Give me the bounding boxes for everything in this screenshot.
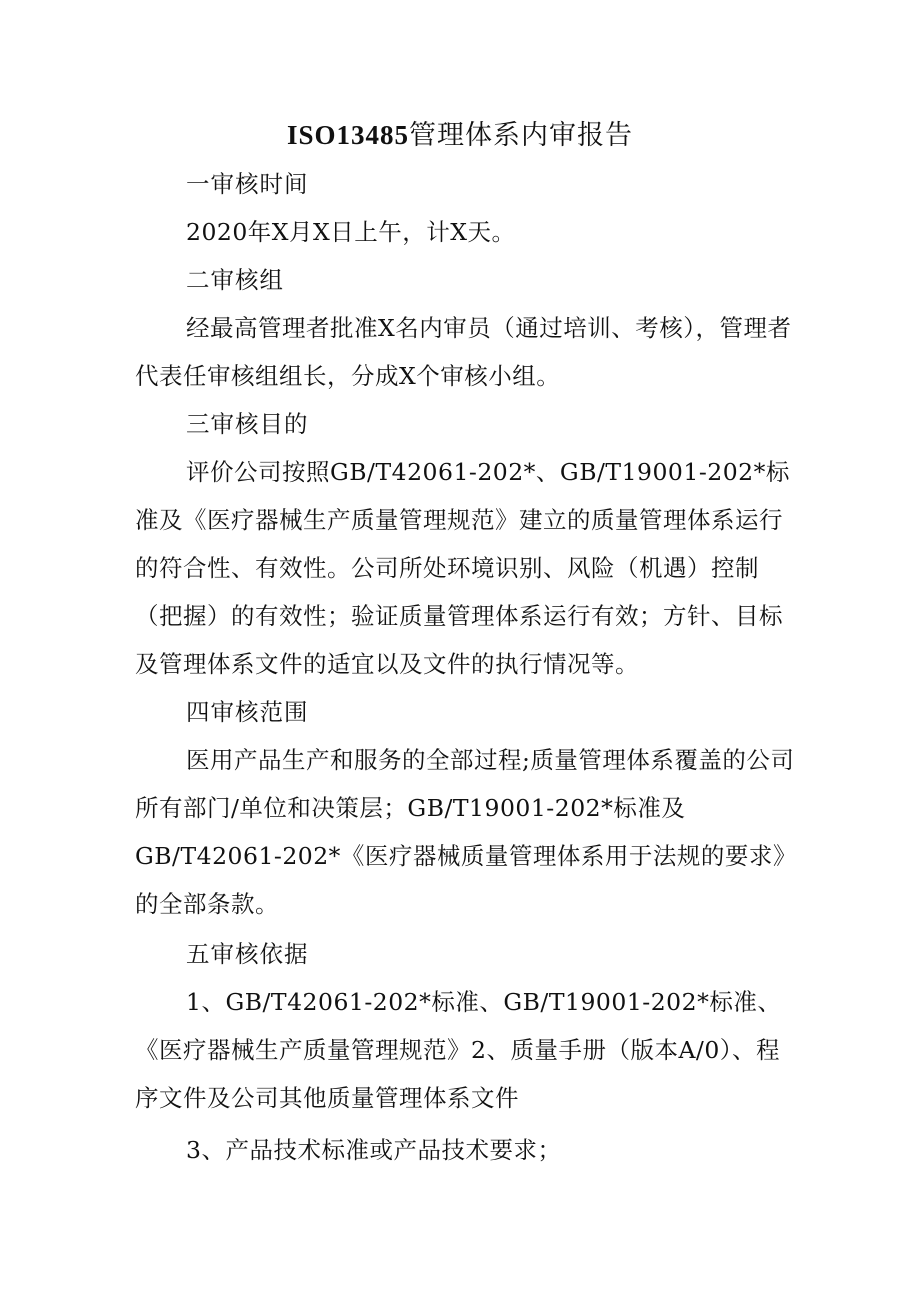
- title-latin: ISO13485: [286, 120, 410, 150]
- section-text-purpose: 评价公司按照GB/T42061-202*、GB/T19001-202*标准及《医疗器械生产质量管理规范》建立的质量管理体系运行的符合性、有效性。公司所处环境识别、风险（机遇）控制（把握）的有效性；验证质量管理体系运行有效；方针、目标及管理体系文件的适宜以及文件的执行情况等。: [135, 458, 790, 678]
- section-text-scope: 医用产品生产和服务的全部过程;质量管理体系覆盖的公司所有部门/单位和决策层；GB/T19001-202*标准及GB/T42061-202*《医疗器械质量管理体系用于法规的要求》的全部条款。: [135, 746, 795, 918]
- basis-items-1-2: 1、GB/T42061-202*标准、GB/T19001-202*标准、《医疗器械生产质量管理规范》2、质量手册（版本A/0）、程序文件及公司其他质量管理体系文件: [135, 988, 782, 1112]
- section-heading-scope: 四审核范围: [186, 698, 309, 726]
- basis-item-3: 3、产品技术标准或产品技术要求；: [186, 1136, 562, 1164]
- section-heading-group: 二审核组: [186, 266, 284, 294]
- section-heading-purpose: 三审核目的: [186, 410, 309, 438]
- section-heading-time: 一审核时间: [186, 170, 309, 198]
- title-cjk: 管理体系内审报告: [409, 120, 634, 151]
- section-text-time: 2020年X月X日上午，计X天。: [186, 218, 516, 246]
- section-text-group: 经最高管理者批准X名内审员（通过培训、考核），管理者代表任审核组组长，分成X个审核小组。: [135, 314, 792, 390]
- document-title: [0, 112, 920, 159]
- section-heading-basis: 五审核依据: [186, 940, 309, 968]
